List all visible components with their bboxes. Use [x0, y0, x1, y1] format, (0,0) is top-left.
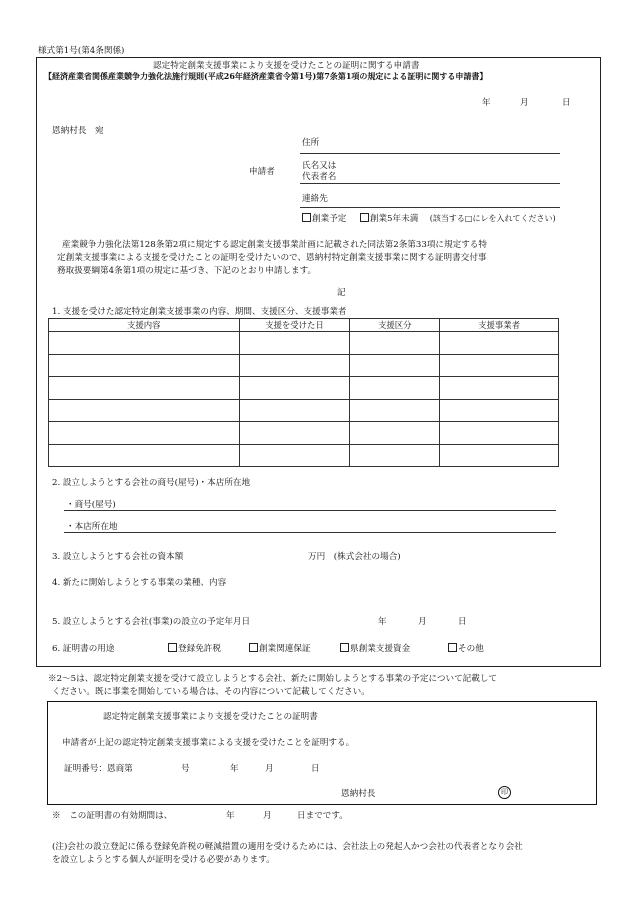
address-line: [300, 153, 560, 154]
header-support-date: 支援を受けた日: [239, 319, 350, 332]
table-cell[interactable]: [440, 422, 559, 445]
footnote-line1: (注)会社の設立登記に係る登録免許税の軽減措置の適用を受けるためには、会社法上の発起人かつ会社の代表者となり会社: [52, 842, 523, 852]
item3-unit: 万円 (株式会社の場合): [308, 552, 401, 562]
item3-label: 3. 設立しようとする会社の資本額: [52, 552, 184, 562]
table-cell[interactable]: [350, 377, 440, 400]
checkbox-under-5-years-label: 創業5年未満: [369, 214, 419, 224]
validity-year: 年: [226, 811, 235, 821]
table-cell[interactable]: [440, 399, 559, 422]
certificate-title: 認定特定創業支援事業により支援を受けたことの証明書: [103, 712, 318, 722]
table-cell[interactable]: [350, 332, 440, 355]
certificate-statement: 申請者が上記の認定特定創業支援事業による支援を受けたことを証明する。: [62, 738, 355, 748]
option-registration-tax[interactable]: [168, 642, 221, 654]
certificate-year: 年: [230, 764, 239, 774]
checkbox-note: (該当する□にレを入れてください): [429, 214, 556, 223]
table-cell[interactable]: [239, 332, 350, 355]
checkbox-startup-guarantee[interactable]: [249, 643, 258, 652]
note-2-5-line1: ※2～5は、認定特定創業支援を受けて設立しようとする会社、新たに開始しようとする事業の予定について記載して: [48, 674, 498, 684]
footnote-line2: を設立しようとする個人が証明を受ける必要があります。: [52, 855, 275, 865]
table-row: [49, 332, 559, 355]
option-prefecture-fund-label: 県創業支援資金: [350, 644, 411, 654]
contact-line: [300, 207, 560, 208]
seal-icon: 印: [498, 786, 511, 799]
table-cell[interactable]: [440, 444, 559, 467]
table-cell[interactable]: [49, 354, 240, 377]
option-prefecture-fund[interactable]: [340, 642, 410, 654]
form-subtitle: 【経済産業省関係産業競争力強化法施行規則(平成26年経済産業省令第1号)第7条第1項の規定による証明に関する申請書】: [44, 71, 488, 81]
form-title: 認定特定創業支援事業により支援を受けたことの証明に関する申請書: [153, 61, 420, 71]
option-startup-guarantee[interactable]: [249, 642, 311, 654]
table-cell[interactable]: [239, 444, 350, 467]
validity-suffix: 日までです。: [297, 811, 348, 821]
body-text-line2: 定創業支援事業による支援を受けたことの証明を受けたいので、恩納村特定創業支援事業に関する証明書交付事: [57, 253, 487, 263]
table-row: [49, 354, 559, 377]
item1-label: 1. 支援を受けた認定特定創業支援事業の内容、期間、支援区分、支援事業者: [52, 307, 347, 317]
date-day: 日: [562, 98, 571, 108]
table-cell[interactable]: [440, 377, 559, 400]
table-cell[interactable]: [49, 444, 240, 467]
checkbox-registration-tax[interactable]: [168, 643, 177, 652]
ki-heading: 記: [337, 288, 346, 298]
form-number: 様式第1号(第4条関係): [38, 46, 125, 56]
table-row: [49, 444, 559, 467]
table-cell[interactable]: [49, 399, 240, 422]
table-cell[interactable]: [350, 354, 440, 377]
table-cell[interactable]: [440, 332, 559, 355]
item4-label: 4. 新たに開始しようとする事業の業種、内容: [52, 578, 227, 588]
contact-label: 連絡先: [302, 194, 328, 204]
body-text-line3: 務取扱要綱第4条第1項の規定に基づき、下記のとおり申請します。: [57, 266, 317, 276]
table-cell[interactable]: [239, 354, 350, 377]
certificate-number-label: 証明番号：恩商第: [64, 764, 133, 774]
note-2-5-line2: ください。既に事業を開始している場合は、その内容について記載してください。: [52, 687, 370, 697]
header-support-category: 支援区分: [350, 319, 440, 332]
seal-mark: [498, 786, 511, 799]
table-row: [49, 422, 559, 445]
table-cell[interactable]: [239, 377, 350, 400]
table-cell[interactable]: [239, 422, 350, 445]
item6-label: 6. 証明書の用途: [52, 644, 115, 654]
name-line: [300, 183, 560, 184]
addressee: 恩納村長 宛: [52, 126, 104, 136]
support-table: [48, 318, 559, 467]
item2-label: 2. 設立しようとする会社の商号(屋号)・本店所在地: [52, 478, 251, 488]
date-year: 年: [482, 98, 491, 108]
item2-head-office-label: ・本店所在地: [66, 522, 118, 532]
checkbox-startup-planned-label: 創業予定: [312, 214, 347, 224]
table-cell[interactable]: [350, 399, 440, 422]
item5-day: 日: [458, 617, 467, 627]
certificate-go: 号: [181, 764, 190, 774]
item5-year: 年: [378, 617, 387, 627]
validity-prefix: ※ この証明書の有効期間は、: [52, 811, 173, 821]
option-registration-tax-label: 登録免許税: [178, 644, 221, 654]
option-startup-guarantee-label: 創業関連保証: [259, 644, 311, 654]
name-label-line2: 代表者名: [302, 172, 337, 182]
certificate-signer: 恩納村長: [341, 789, 376, 799]
table-cell[interactable]: [49, 422, 240, 445]
name-label-line1: 氏名又は: [302, 161, 337, 171]
body-text-line1: 産業競争力強化法第128条第2項に規定する認定創業支援事業計画に記載された同法第2条第33項に規定する特: [62, 240, 487, 250]
table-cell[interactable]: [440, 354, 559, 377]
trade-name-line[interactable]: [64, 510, 556, 511]
date-month: 月: [520, 98, 529, 108]
table-cell[interactable]: [49, 377, 240, 400]
address-label: 住所: [302, 138, 320, 148]
applicant-label: 申請者: [249, 167, 275, 177]
item5-month: 月: [418, 617, 427, 627]
header-support-provider: 支援事業者: [440, 319, 559, 332]
item2-trade-name-label: ・商号(屋号): [66, 500, 116, 510]
option-other-label: その他: [458, 644, 484, 654]
header-support-content: 支援内容: [49, 319, 240, 332]
head-office-line[interactable]: [64, 532, 556, 533]
table-row: [49, 377, 559, 400]
table-row: [49, 399, 559, 422]
validity-month: 月: [263, 811, 272, 821]
certificate-month: 月: [265, 764, 274, 774]
certificate-day: 日: [311, 764, 320, 774]
table-cell[interactable]: [350, 422, 440, 445]
table-cell[interactable]: [239, 399, 350, 422]
item5-label: 5. 設立しようとする会社(事業)の設立の予定年月日: [52, 617, 251, 627]
table-cell[interactable]: [350, 444, 440, 467]
checkbox-other[interactable]: [448, 643, 457, 652]
status-checkboxes: [302, 212, 556, 224]
checkbox-prefecture-fund[interactable]: [340, 643, 349, 652]
table-cell[interactable]: [49, 332, 240, 355]
checkbox-under-5-years[interactable]: [360, 213, 369, 222]
checkbox-startup-planned[interactable]: [302, 213, 311, 222]
option-other[interactable]: [448, 642, 484, 654]
